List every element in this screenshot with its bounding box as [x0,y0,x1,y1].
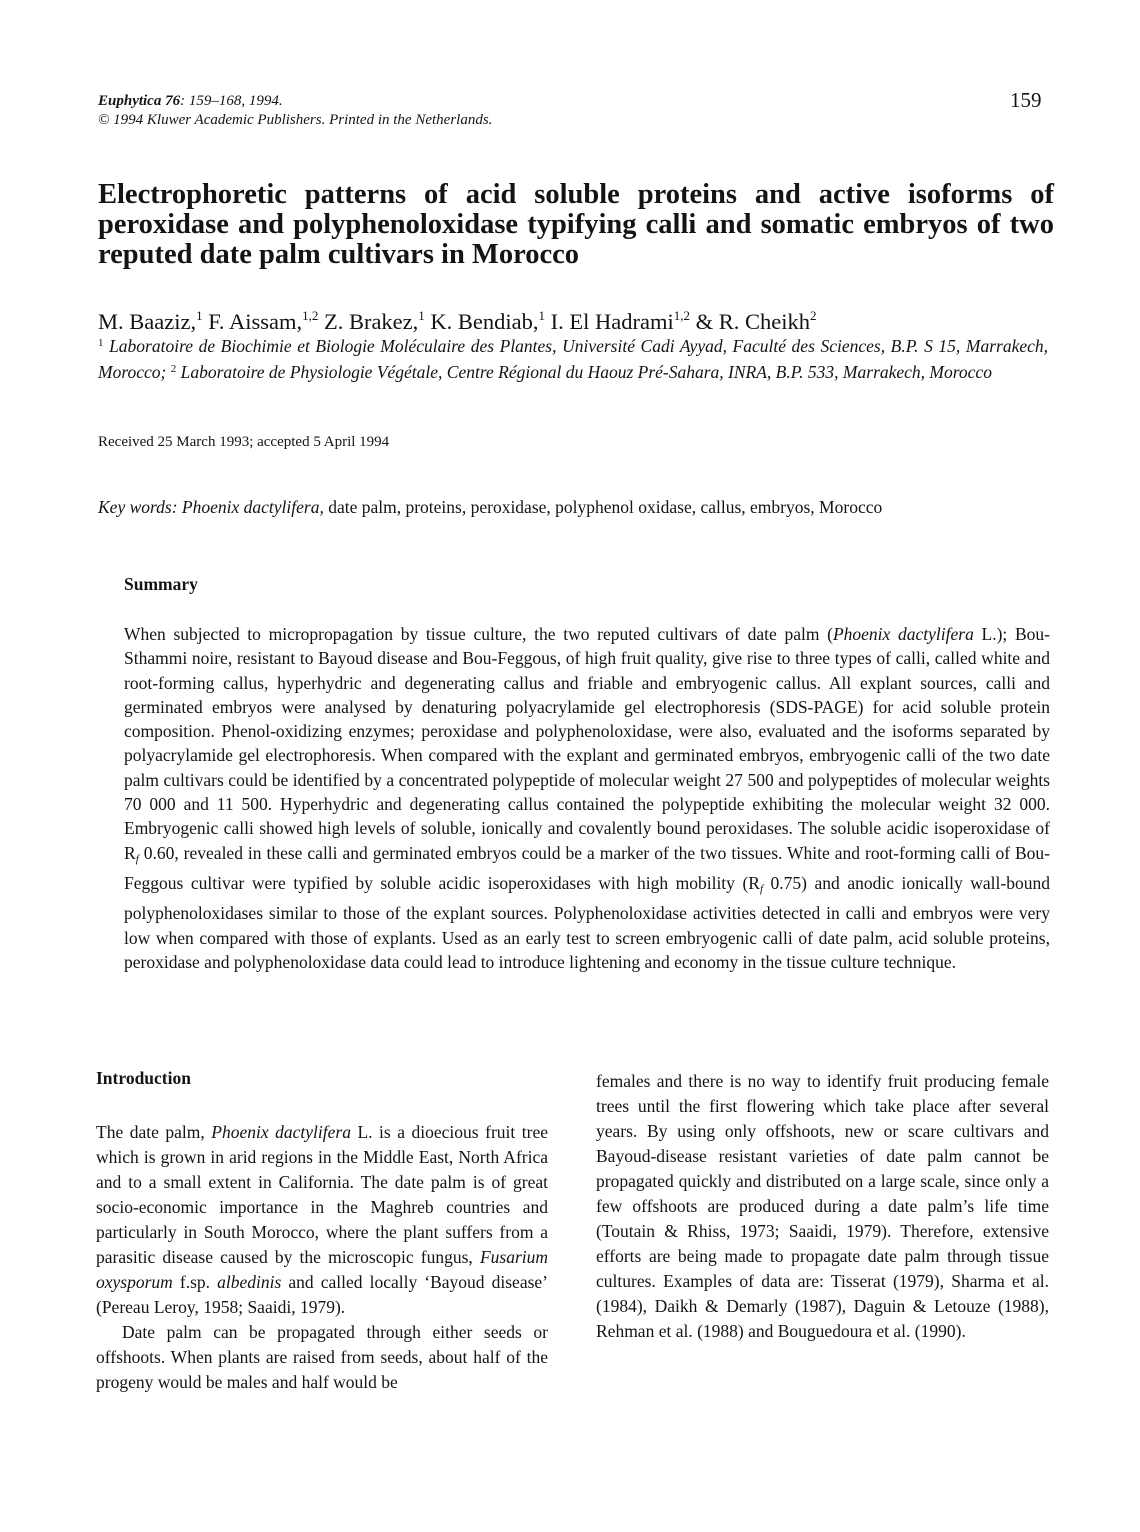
species-name: Phoenix dactylifera [832,624,974,644]
copyright-line: © 1994 Kluwer Academic Publishers. Printed in the Netherlands. [98,112,493,128]
journal-pages-year: : 159–168, 1994. [180,93,283,109]
rf-subscript: f [759,882,764,895]
affiliation-2: Laboratoire de Physiologie Végétale, Centre Régional du Haouz Pré-Sahara, INRA, B.P. 533, Marrakech, Morocco [176,362,992,382]
summary-text: 0.75) and anodic ionically wall-bound polyphenoloxidases similar to those of the explant sources. Polyphenoloxidase activities detected in calli and embryos were very low when compared with those of explants. Used as an early test to screen embryogenic calli of date palm, acid soluble proteins, peroxidase and polyphenoloxidase data could lead to introduce lightening and economy in the tissue culture technique. [124,872,1050,972]
intro-left-column [96,1120,548,1395]
journal-name: Euphytica [98,93,162,109]
author-affil-mark: 1,2 [673,308,690,323]
affiliations [98,332,1048,384]
intro-text: L. is a dioecious fruit tree which is grown in arid regions in the Middle East, North Africa and to a small extent in California. The date palm is of great socio-economic importance in the Maghreb countries and particularly in South Morocco, where the plant suffers from a parasitic disease caused by the microscopic fungus, [96,1122,548,1267]
author-name: & R. Cheikh [690,309,811,334]
summary-abstract [124,622,1050,974]
affiliation-1: Laboratoire de Biochimie et Biologie Moléculaire des Plantes, Université Cadi Ayyad, Faculté des Sciences, B.P. S 15, Marrakech, Morocco; [98,336,1048,382]
author-affil-mark: 2 [810,308,817,323]
author-affil-mark: 1 [196,308,203,323]
species-name: albedinis [217,1272,282,1292]
author-list [98,302,1054,336]
species-name: Fusarium oxysporum [96,1247,548,1292]
species-name: Phoenix dactylifera [211,1122,351,1142]
citation-line [98,92,492,111]
introduction-heading: Introduction [96,1068,191,1088]
keywords [98,496,1058,519]
journal-volume: 76 [165,93,181,109]
intro-text: f.sp. [172,1272,218,1292]
summary-text: When subjected to micropropagation by tissue culture, the two reputed cultivars of date palm ( [124,624,833,644]
affiliation-mark: 2 [170,363,177,375]
intro-paragraph [96,1120,548,1320]
author-name: K. Bendiab, [424,309,539,334]
rf-subscript: f [135,852,139,865]
author-name: F. Aissam, [202,309,303,334]
page-number: 159 [1010,88,1042,112]
author-affil-mark: 1 [418,308,425,323]
article-title: Electrophoretic patterns of acid soluble proteins and active isoforms of peroxidase and polyphenoloxidase typifying calli and somatic embryos of two reputed date palm cultivars in Morocco [98,179,1054,270]
author-name: I. El Hadrami [545,309,674,334]
running-header [98,92,492,130]
author-name: Z. Brakez, [318,309,419,334]
intro-right-column [596,1069,1049,1344]
author-affil-mark: 1,2 [302,308,319,323]
summary-text: 0.60, revealed in these calli and germinated embryos could be a marker of the two tissues. White and root-forming calli of Bou-Feggous cultivar were typified by soluble acidic isoperoxidases with high mobility (R [124,842,1050,893]
keywords-label: Key words: Phoenix dactylifera, [98,497,324,517]
affiliation-mark: 1 [98,337,104,349]
received-dates: Received 25 March 1993; accepted 5 April 1994 [98,434,390,450]
summary-text: L.); Bou-Sthammi noire, resistant to Bayoud disease and Bou-Feggous, of high fruit quality, give rise to three types of calli, called white and root-forming callus, hyperhydric and degenerating callus and friable and embryogenic callus. All explant sources, calli and germinated embryos were analysed by denaturing polyacrylamide gel electrophoresis (SDS-PAGE) for acid soluble protein composition. Phenol-oxidizing enzymes; peroxidase and polyphenoloxidase, were also, evaluated and the isoforms separated by polyacrylamide gel electrophoresis. When compared with the explant and germinated embryos, embryogenic calli of the two date palm cultivars could be identified by a concentrated polypeptide of molecular weight 27 500 and polypeptides of molecular weights 70 000 and 11 500. Hyperhydric and degenerating callus contained the polypeptide exhibiting the molecular weight 32 000. Embryogenic calli showed high levels of soluble, ionically and covalently bound peroxidases. The soluble acidic isoperoxidase of R [124,624,1050,863]
intro-text: and called locally ‘Bayoud disease’ (Pereau Leroy, 1958; Saaidi, 1979). [96,1272,548,1317]
keywords-text: date palm, proteins, peroxidase, polyphenol oxidase, callus, embryos, Morocco [323,497,883,517]
summary-heading: Summary [124,574,198,594]
intro-paragraph: females and there is no way to identify fruit producing female trees until the first flowering which take place after several years. By using only offshoots, new or scare cultivars and Bayoud-disease resistant varieties of date palm cannot be propagated quickly and distributed on a large scale, since only a few offshoots are produced during a date palm’s life time (Toutain & Rhiss, 1973; Saaidi, 1979). Therefore, extensive efforts are being made to propagate date palm through tissue cultures. Examples of data are: Tisserat (1979), Sharma et al. (1984), Daikh & Demarly (1987), Daguin & Letouze (1988), Rehman et al. (1988) and Bouguedoura et al. (1990). [596,1071,1049,1341]
intro-paragraph: Date palm can be propagated through either seeds or offshoots. When plants are raised from seeds, about half of the progeny would be males and half would be [96,1322,548,1392]
author-name: M. Baaziz, [98,309,197,334]
author-affil-mark: 1 [538,308,546,323]
intro-text: The date palm, [96,1122,212,1142]
